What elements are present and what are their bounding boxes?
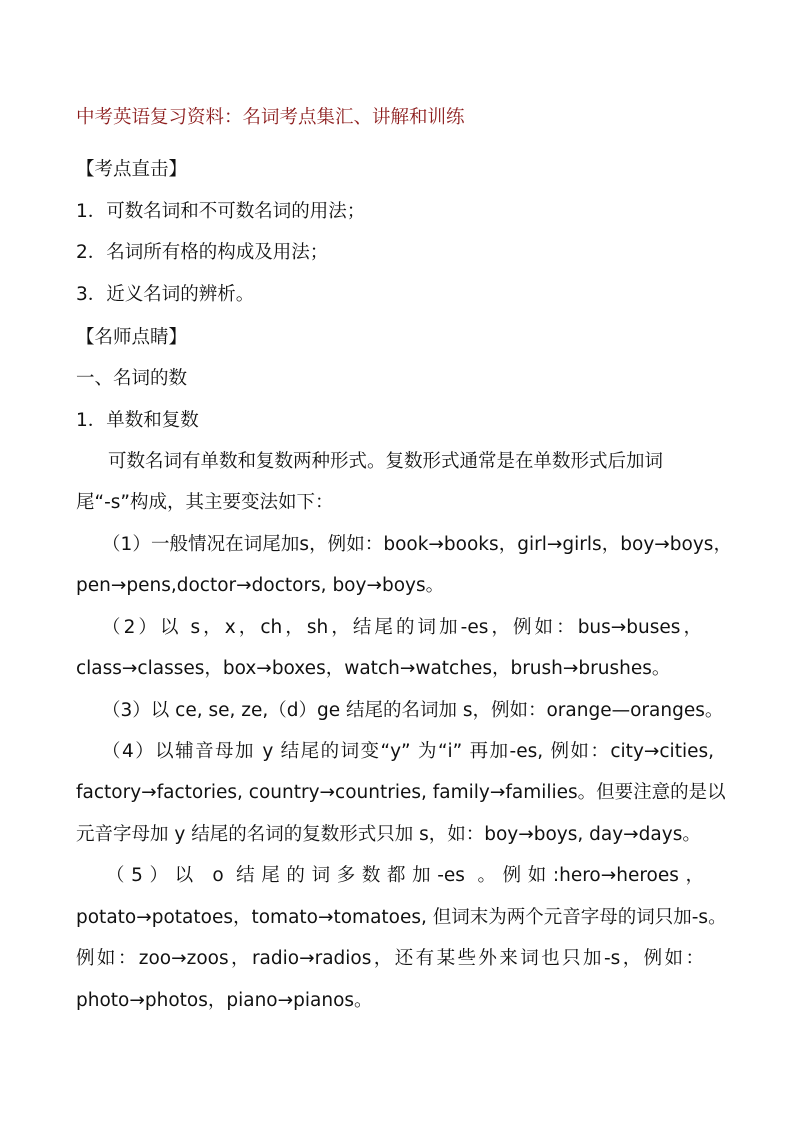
rule-5-line: （5）以 o 结尾的词多数都加-es 。例如:hero→heroes，	[106, 865, 704, 886]
rule-4-line: （4）以辅音母加 y 结尾的词变“y” 为“i” 再加-es, 例如：city→cities,	[102, 741, 714, 762]
rule-2-line: （2）以 s，x，ch，sh，结尾的词加-es，例如：bus→buses，	[102, 617, 702, 638]
section-heading-exam-points: 【考点直击】	[76, 159, 188, 180]
rule-4-line: factory→factories, country→countries, family→families。但要注意的是以	[76, 782, 726, 803]
rule-5-line: potato→potatoes，tomato→tomatoes, 但词末为两个元音字母的词只加-s。	[76, 907, 727, 928]
exam-point-2: 2．名词所有格的构成及用法；	[76, 242, 329, 263]
exam-point-1: 1．可数名词和不可数名词的用法；	[76, 201, 366, 222]
section-heading-teacher-notes: 【名师点睛】	[76, 327, 188, 348]
rule-5-line: 例如：zoo→zoos，radio→radios，还有某些外来词也只加-s，例如：	[76, 948, 704, 969]
paragraph-line: 尾“-s”构成，其主要变法如下：	[76, 492, 334, 513]
rule-1-line: （1）一般情况在词尾加s，例如：book→books，girl→girls，boy→boys，	[102, 534, 732, 555]
subsection-heading-singular-plural: 1．单数和复数	[76, 410, 199, 431]
paragraph-line: 可数名词有单数和复数两种形式。复数形式通常是在单数形式后加词	[108, 451, 664, 472]
exam-point-3: 3．近义名词的辨析。	[76, 284, 255, 305]
rule-3-line: （3）以 ce, se, ze,（d）ge 结尾的名词加 s，例如：orange—oranges。	[102, 700, 724, 721]
rule-4-line: 元音字母加 y 结尾的名词的复数形式只加 s，如：boy→boys, day→days。	[76, 824, 701, 845]
rule-2-line: class→classes，box→boxes，watch→watches，brush→brushes。	[76, 658, 671, 679]
document-title: 中考英语复习资料：名词考点集汇、讲解和训练	[76, 107, 465, 128]
rule-1-line: pen→pens,doctor→doctors, boy→boys。	[76, 575, 445, 596]
rule-5-line: photo→photos，piano→pianos。	[76, 990, 373, 1011]
subsection-heading-noun-number: 一、名词的数	[76, 368, 188, 389]
